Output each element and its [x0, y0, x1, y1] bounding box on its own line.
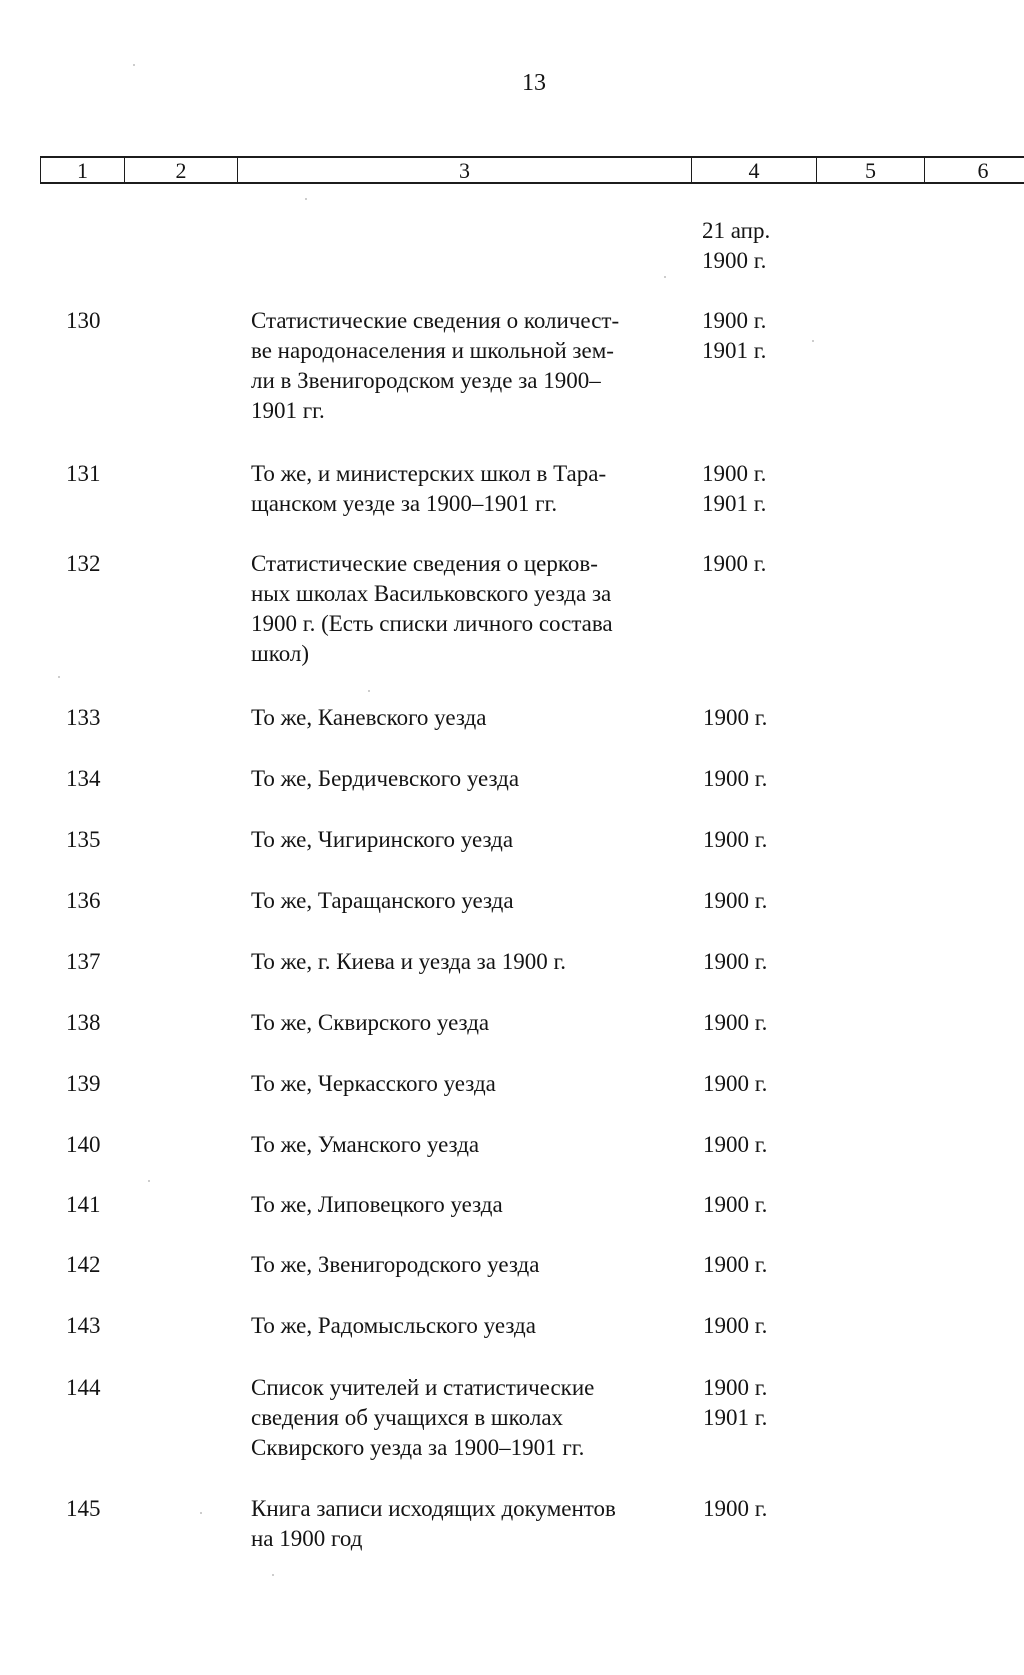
record-number: 135 [66, 827, 101, 852]
record-date: 1900 г. [703, 827, 768, 852]
record-title-line: Статистические сведения о количест- [251, 308, 620, 333]
record-date: 1900 г. [703, 1192, 768, 1217]
record-title [251, 1008, 681, 1038]
scan-speck [200, 1512, 202, 1514]
header-cell-4: 4 [692, 158, 817, 182]
scan-speck [58, 676, 60, 678]
header-cell-1: 1 [41, 158, 125, 182]
record-title-line: То же, Уманского уезда [251, 1132, 480, 1157]
scan-speck [133, 64, 135, 66]
record-date: 1900 г. [703, 949, 768, 974]
record-title [251, 764, 681, 794]
record-title-line: щанском уезде за 1900–1901 гг. [251, 491, 558, 516]
record-title-line: на 1900 год [251, 1526, 363, 1551]
record-number: 136 [66, 888, 101, 913]
record-dates [703, 1494, 767, 1524]
record-dates [703, 1311, 767, 1341]
record-title-line: То же, Чигиринского уезда [251, 827, 514, 852]
record-date: 1900 г. [703, 1071, 768, 1096]
record-title-line: Статистические сведения о церков- [251, 551, 598, 576]
record-dates [703, 1130, 767, 1160]
record-number: 140 [66, 1132, 101, 1157]
record-date: 1900 г. [703, 1496, 768, 1521]
record-date: 1900 г. [703, 1252, 768, 1277]
record-title-line: То же, Каневского уезда [251, 705, 487, 730]
record-title [251, 947, 681, 977]
record-dates [703, 703, 767, 733]
record-title [251, 306, 681, 426]
record-number: 144 [66, 1375, 101, 1400]
record-title-line: 1900 г. (Есть списки личного состава [251, 611, 613, 636]
record-dates [703, 1069, 767, 1099]
record-title-line: 1901 гг. [251, 398, 325, 423]
record-dates [703, 825, 767, 855]
record-title-line: То же, Сквирского уезда [251, 1010, 490, 1035]
scan-speck [305, 198, 307, 200]
record-dates [703, 947, 767, 977]
header-cell-3: 3 [238, 158, 692, 182]
record-date: 1900 г. [703, 1313, 768, 1338]
record-title [251, 1373, 681, 1463]
record-title-line: То же, Липовецкого уезда [251, 1192, 503, 1217]
record-dates [703, 886, 767, 916]
record-title-line: То же, Черкасского уезда [251, 1071, 496, 1096]
scan-speck [272, 1574, 274, 1576]
record-number: 132 [66, 551, 101, 576]
record-number: 142 [66, 1252, 101, 1277]
record-date: 1900 г. [703, 1375, 768, 1400]
record-title-line: То же, Бердичевского уезда [251, 766, 520, 791]
record-dates [703, 1008, 767, 1038]
record-number: 134 [66, 766, 101, 791]
record-date: 1900 г. [702, 551, 767, 576]
record-title [251, 1190, 681, 1220]
record-title-line: ных школах Васильковского уезда за [251, 581, 612, 606]
scan-speck [368, 690, 370, 692]
record-number: 139 [66, 1071, 101, 1096]
record-dates [703, 1190, 767, 1220]
record-title [251, 459, 681, 519]
record-date: 21 апр. [702, 218, 771, 243]
scan-speck [148, 1180, 150, 1182]
record-date: 1900 г. [702, 248, 767, 273]
record-title [251, 1069, 681, 1099]
header-cell-6: 6 [977, 158, 989, 183]
record-dates [702, 459, 766, 519]
record-date: 1901 г. [702, 491, 767, 516]
record-title [251, 1250, 681, 1280]
scan-speck [664, 276, 666, 278]
record-date: 1900 г. [703, 705, 768, 730]
record-title [251, 549, 681, 669]
scan-speck [812, 340, 814, 342]
record-title-line: Список учителей и статистические [251, 1375, 595, 1400]
record-date: 1900 г. [703, 888, 768, 913]
record-date: 1900 г. [703, 766, 768, 791]
record-dates [703, 1373, 767, 1433]
record-number: 131 [66, 461, 101, 486]
header-cell-2: 2 [125, 158, 238, 182]
record-date: 1901 г. [702, 338, 767, 363]
record-title-line: ли в Звенигородском уезде за 1900– [251, 368, 601, 393]
record-number: 138 [66, 1010, 101, 1035]
record-date: 1900 г. [702, 461, 767, 486]
record-title-line: сведения об учащихся в школах [251, 1405, 564, 1430]
record-title-line: То же, и министерских школ в Тара- [251, 461, 607, 486]
record-title-line: Книга записи исходящих документов [251, 1496, 616, 1521]
record-title [251, 1311, 681, 1341]
header-cell-5: 5 [817, 158, 925, 182]
record-title [251, 886, 681, 916]
record-date: 1900 г. [703, 1010, 768, 1035]
record-dates [702, 216, 770, 276]
record-title-line: ве народонаселения и школьной зем- [251, 338, 614, 363]
record-number: 145 [66, 1496, 101, 1521]
record-title [251, 703, 681, 733]
record-dates [702, 549, 766, 579]
record-dates [703, 1250, 767, 1280]
record-title [251, 825, 681, 855]
record-title-line: То же, Радомысльского уезда [251, 1313, 536, 1338]
record-number: 133 [66, 705, 101, 730]
table-header [40, 156, 1024, 184]
record-date: 1900 г. [702, 308, 767, 333]
record-number: 130 [66, 308, 101, 333]
record-title-line: школ) [251, 641, 310, 666]
record-date: 1900 г. [703, 1132, 768, 1157]
record-title [251, 1130, 681, 1160]
record-title-line: Сквирского уезда за 1900–1901 гг. [251, 1435, 585, 1460]
record-number: 143 [66, 1313, 101, 1338]
record-number: 137 [66, 949, 101, 974]
record-title [251, 1494, 681, 1554]
record-title-line: То же, г. Киева и уезда за 1900 г. [251, 949, 567, 974]
record-date: 1901 г. [703, 1405, 768, 1430]
record-title-line: То же, Звенигородского уезда [251, 1252, 540, 1277]
record-dates [703, 764, 767, 794]
record-title-line: То же, Таращанского уезда [251, 888, 514, 913]
record-dates [702, 306, 766, 366]
page-number: 13 [522, 70, 546, 96]
record-number: 141 [66, 1192, 101, 1217]
